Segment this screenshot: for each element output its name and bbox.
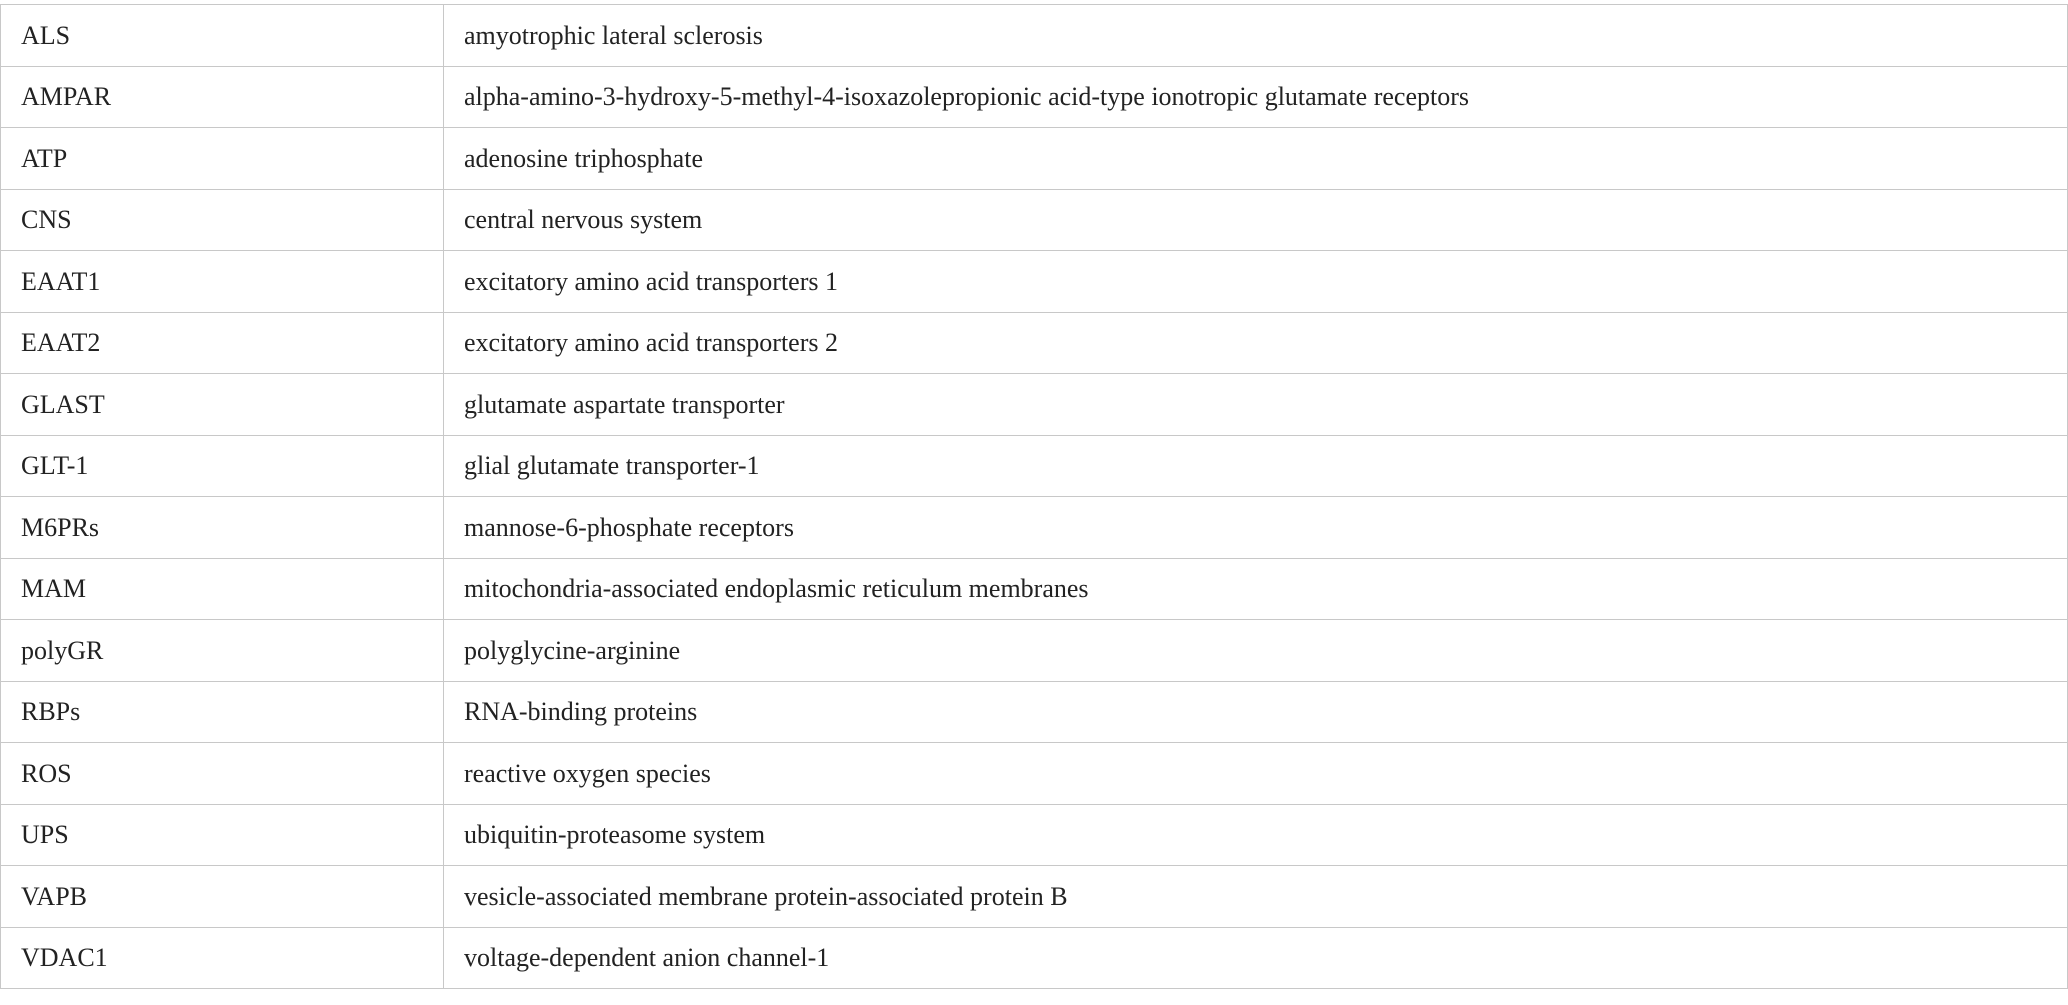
- definition-cell: reactive oxygen species: [444, 743, 2068, 805]
- table-row: [1, 681, 2068, 743]
- definition-cell: excitatory amino acid transporters 1: [444, 251, 2068, 313]
- abbreviation-cell: ALS: [1, 5, 444, 67]
- abbreviation-cell: VDAC1: [1, 927, 444, 989]
- definition-cell: amyotrophic lateral sclerosis: [444, 5, 2068, 67]
- table-row: [1, 804, 2068, 866]
- table-row: [1, 866, 2068, 928]
- abbreviation-cell: EAAT1: [1, 251, 444, 313]
- abbreviation-cell: ATP: [1, 128, 444, 190]
- definition-cell: ubiquitin-proteasome system: [444, 804, 2068, 866]
- definition-cell: mitochondria-associated endoplasmic reticulum membranes: [444, 558, 2068, 620]
- definition-cell: central nervous system: [444, 189, 2068, 251]
- definition-cell: excitatory amino acid transporters 2: [444, 312, 2068, 374]
- definition-cell: RNA-binding proteins: [444, 681, 2068, 743]
- definition-cell: glial glutamate transporter-1: [444, 435, 2068, 497]
- table-row: [1, 620, 2068, 682]
- definition-cell: vesicle-associated membrane protein-associated protein B: [444, 866, 2068, 928]
- definition-cell: mannose-6-phosphate receptors: [444, 497, 2068, 559]
- table-row: [1, 251, 2068, 313]
- table-row: [1, 497, 2068, 559]
- table-row: [1, 189, 2068, 251]
- abbreviation-cell: M6PRs: [1, 497, 444, 559]
- abbreviations-table-body: [1, 5, 2068, 989]
- table-row: [1, 5, 2068, 67]
- abbreviation-cell: RBPs: [1, 681, 444, 743]
- table-row: [1, 927, 2068, 989]
- table-row: [1, 374, 2068, 436]
- abbreviation-cell: AMPAR: [1, 66, 444, 128]
- table-row: [1, 312, 2068, 374]
- definition-cell: polyglycine-arginine: [444, 620, 2068, 682]
- abbreviation-cell: CNS: [1, 189, 444, 251]
- abbreviation-cell: GLAST: [1, 374, 444, 436]
- abbreviation-cell: polyGR: [1, 620, 444, 682]
- abbreviation-cell: VAPB: [1, 866, 444, 928]
- abbreviation-cell: MAM: [1, 558, 444, 620]
- abbreviation-cell: ROS: [1, 743, 444, 805]
- definition-cell: voltage-dependent anion channel-1: [444, 927, 2068, 989]
- table-row: [1, 435, 2068, 497]
- table-row: [1, 743, 2068, 805]
- abbreviations-table: [0, 4, 2068, 989]
- table-row: [1, 128, 2068, 190]
- definition-cell: alpha-amino-3-hydroxy-5-methyl-4-isoxazolepropionic acid-type ionotropic glutamate receptors: [444, 66, 2068, 128]
- definition-cell: adenosine triphosphate: [444, 128, 2068, 190]
- definition-cell: glutamate aspartate transporter: [444, 374, 2068, 436]
- table-row: [1, 66, 2068, 128]
- abbreviation-cell: EAAT2: [1, 312, 444, 374]
- abbreviation-cell: UPS: [1, 804, 444, 866]
- abbreviation-cell: GLT-1: [1, 435, 444, 497]
- table-row: [1, 558, 2068, 620]
